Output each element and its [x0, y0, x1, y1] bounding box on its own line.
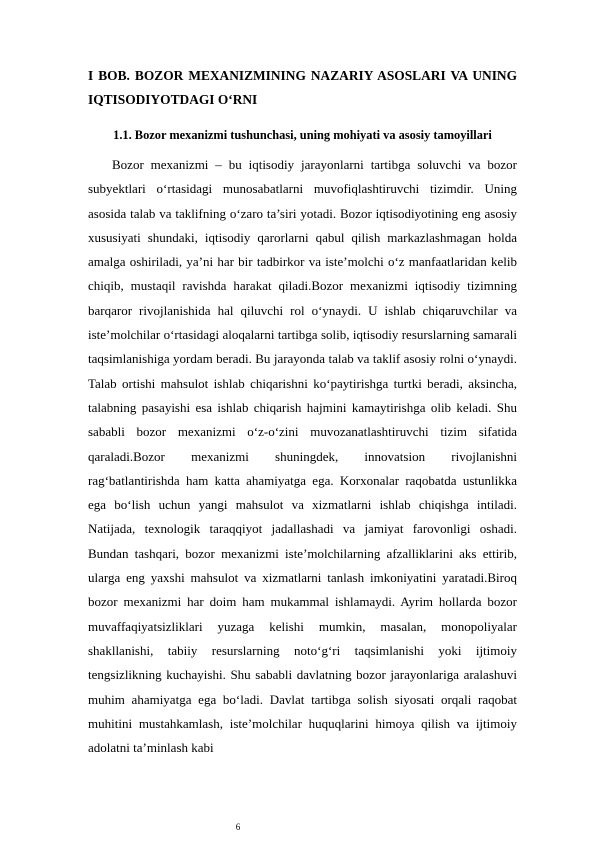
body-paragraph: Bozor mexanizmi – bu iqtisodiy jarayonlarni tartibga soluvchi va bozor subyektlari o‘rtasidagi munosabatlarni muvofiqlashtiruvchi tizimdir. Uning asosida talab va taklifning o‘zaro ta’siri yotadi. Bozor iqtisodiyotining eng asosiy xususiyati shundaki, iqtisodiy qarorlarni qabul qilish markazlashmagan holda amalga oshiriladi, ya’ni har bir tadbirkor va iste’molchi o‘z manfaatlaridan kelib chiqib, mustaqil ravishda harakat qiladi.Bozor mexanizmi iqtisodiy tizimning barqaror rivojlanishida hal qiluvchi rol o‘ynaydi. U ishlab chiqaruvchilar va iste’molchilar o‘rtasidagi aloqalarni tartibga solib, iqtisodiy resurslarning samarali taqsimlanishiga yordam beradi. Bu jarayonda talab va taklif asosiy rolni o‘ynaydi. Talab ortishi mahsulot ishlab chiqarishni ko‘paytirishga turtki beradi, aksincha, talabning pasayishi esa ishlab chiqarish hajmini kamaytirishga olib keladi. Shu sababli bozor mexanizmi o‘z-o‘zini muvozanatlashtiruvchi tizim sifatida qaraladi.Bozor mexanizmi shuningdek, innovatsion rivojlanishni rag‘batlantirishda ham katta ahamiyatga ega. Korxonalar raqobatda ustunlikka ega bo‘lish uchun yangi mahsulot va xizmatlarni ishlab chiqishga intiladi. Natijada, texnologik taraqqiyot jadallashadi va jamiyat farovonligi oshadi. Bundan tashqari, bozor mexanizmi iste’molchilarning afzalliklarini aks ettirib, ularga eng yaxshi mahsulot va xizmatlarni tanlash imkoniyatini yaratadi.Biroq bozor mexanizmi har doim ham mukammal ishlamaydi. Ayrim hollarda bozor muvaffaqiyatsizliklari yuzaga kelishi mumkin, masalan, monopoliyalar shakllanishi, tabiiy resurslarning noto‘g‘ri taqsimlanishi yoki ijtimoiy tengsizlikning kuchayishi. Shu sababli davlatning bozor jarayonlariga aralashuvi muhim ahamiyatga ega bo‘ladi. Davlat tartibga solish siyosati orqali raqobat muhitini mustahkamlash, iste’molchilar huquqlarini himoya qilish va ijtimoiy adolatni ta’minlash kabi [88, 157, 517, 756]
chapter-title: I BOB. BOZOR MEXANIZMINING NAZARIY ASOSLARI VA UNING IQTISODIYOTDAGI O‘RNI [88, 68, 517, 107]
section-title: 1.1. Bozor mexanizmi tushunchasi, uning mohiyati va asosiy tamoyillari [113, 128, 492, 142]
document-page [88, 64, 517, 760]
page-number: 6 [235, 822, 241, 832]
